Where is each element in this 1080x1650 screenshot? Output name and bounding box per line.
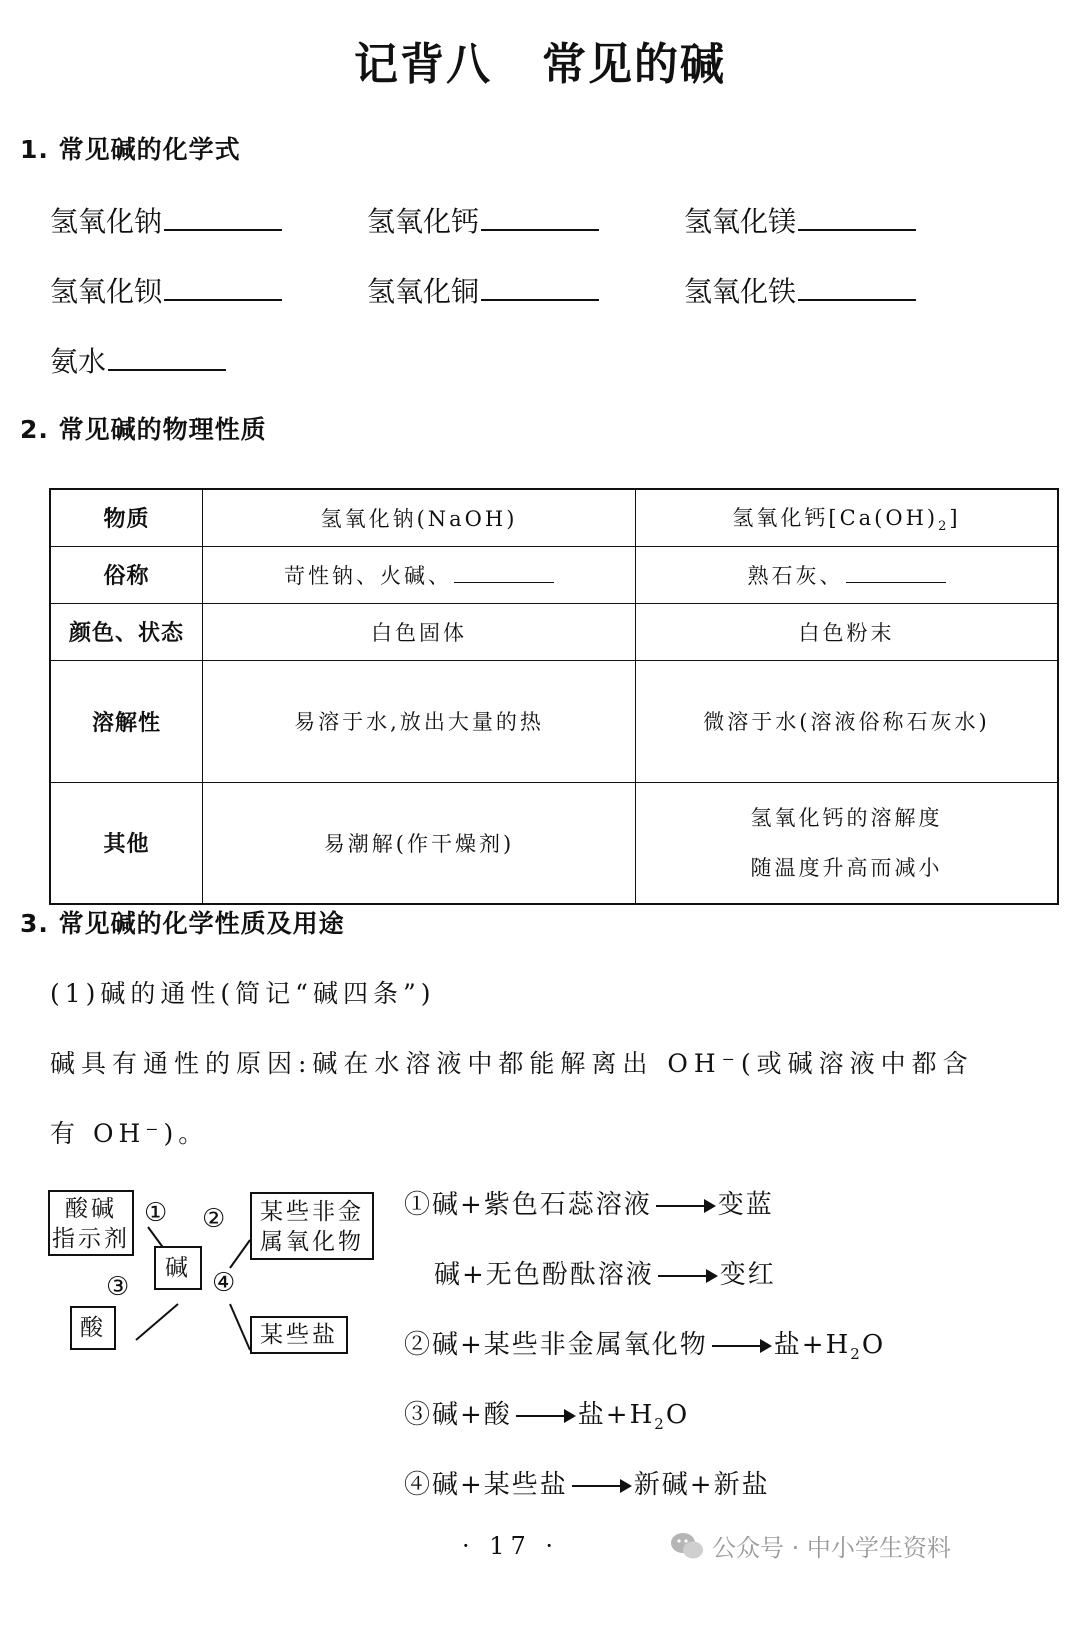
table-cell: 其他 (50, 782, 203, 904)
equation-left: ②碱+某些非金属氧化物 (404, 1330, 708, 1360)
formula-label: 氢氧化钠 (50, 205, 163, 238)
equation-right: 盐+H (773, 1330, 851, 1360)
salt-box: 某些盐 (250, 1316, 348, 1354)
marker-3: ③ (106, 1272, 130, 1302)
section1-heading: 1. 常见碱的化学式 (20, 135, 241, 164)
nonmetal-oxide-box (250, 1192, 374, 1260)
table-cell (636, 546, 1059, 603)
equation-line (404, 1464, 770, 1501)
table-cell: 俗称 (50, 546, 203, 603)
equation-right: 新碱+新盐 (633, 1470, 770, 1500)
table-row (50, 546, 1058, 603)
equation-left: ③碱+酸 (404, 1400, 512, 1430)
reason-text: 碱具有通性的原因:碱在水溶液中都能解离出 OH⁻(或碱溶液中都含 (50, 1049, 974, 1078)
marker-4: ④ (212, 1268, 236, 1298)
formula-item (50, 340, 226, 380)
section2-heading: 2. 常见碱的物理性质 (20, 415, 267, 444)
subscript: 2 (850, 1345, 862, 1364)
formula-label: 氢氧化钡 (50, 275, 163, 308)
arrow-icon (572, 1485, 630, 1487)
table-row (50, 782, 1058, 904)
table-row (50, 660, 1058, 782)
table-cell: 白色粉末 (636, 603, 1059, 660)
table-cell (636, 489, 1059, 546)
table-cell: 易溶于水,放出大量的热 (203, 660, 636, 782)
watermark-text: 公众号 · 中小学生资料 (712, 1534, 951, 1562)
answer-blank[interactable] (798, 273, 916, 301)
answer-blank[interactable] (164, 273, 282, 301)
equation-right: 变蓝 (717, 1190, 774, 1220)
title-part1: 记背八 (354, 39, 492, 90)
table-cell: 溶解性 (50, 660, 203, 782)
table-cell: 氢氧化钠(NaOH) (203, 489, 636, 546)
formula-label: 氢氧化镁 (684, 205, 797, 238)
answer-blank[interactable] (846, 562, 946, 583)
cell-text: 氢氧化钙[Ca(OH) (732, 505, 939, 530)
cell-text: 随温度升高而减小 (750, 855, 943, 880)
equation-left: ④碱+某些盐 (404, 1470, 568, 1500)
subscript: 2 (654, 1415, 666, 1434)
formula-item (684, 200, 916, 240)
cell-text: 苛性钠、火碱、 (284, 563, 452, 588)
base-center-box: 碱 (154, 1246, 202, 1290)
connector-line (230, 1240, 250, 1268)
equation-line (404, 1324, 885, 1363)
box-label: 指示剂 (52, 1226, 130, 1252)
acid-box: 酸 (70, 1306, 116, 1350)
formula-label: 氢氧化铁 (684, 275, 797, 308)
marker-2: ② (202, 1204, 226, 1234)
table-cell: 颜色、状态 (50, 603, 203, 660)
cell-text: 熟石灰、 (747, 563, 844, 588)
cell-text: ] (949, 505, 961, 530)
equation-right: O (665, 1400, 690, 1430)
box-label: 某些非金 (260, 1199, 364, 1225)
box-label: 酸碱 (65, 1196, 117, 1222)
formula-label: 氢氧化钙 (367, 205, 480, 238)
page-number: · 17 · (462, 1532, 560, 1560)
table-row (50, 489, 1058, 546)
formula-item (50, 270, 282, 310)
equation-right: O (861, 1330, 886, 1360)
formula-item (50, 200, 282, 240)
equation-right: 盐+H (577, 1400, 655, 1430)
formula-label: 氨水 (50, 345, 107, 378)
connector-line (136, 1304, 178, 1340)
table-cell (203, 546, 636, 603)
equation-line (404, 1184, 774, 1221)
table-cell: 白色固体 (203, 603, 636, 660)
table-cell: 微溶于水(溶液俗称石灰水) (636, 660, 1059, 782)
formula-label: 氢氧化铜 (367, 275, 480, 308)
cell-text: 氢氧化钙的溶解度 (750, 805, 943, 830)
table-row (50, 603, 1058, 660)
table-cell (636, 782, 1059, 904)
equation-left: 碱+无色酚酞溶液 (434, 1260, 654, 1290)
answer-blank[interactable] (481, 203, 599, 231)
arrow-icon (712, 1345, 770, 1347)
box-label: 属氧化物 (260, 1229, 364, 1255)
marker-1: ① (144, 1198, 168, 1228)
title-part2: 常见的碱 (542, 39, 726, 90)
subscript: 2 (938, 518, 950, 534)
table-cell: 物质 (50, 489, 203, 546)
equation-right: 变红 (719, 1260, 776, 1290)
equation-line (434, 1254, 776, 1291)
formula-item (367, 270, 599, 310)
arrow-icon (516, 1415, 574, 1417)
indicator-box (48, 1190, 134, 1256)
answer-blank[interactable] (454, 562, 554, 583)
arrow-icon (658, 1275, 716, 1277)
wechat-icon (670, 1532, 704, 1560)
answer-blank[interactable] (164, 203, 282, 231)
formula-item (367, 200, 599, 240)
subsection-heading: (1)碱的通性(简记“碱四条”) (50, 979, 436, 1008)
table-cell: 易潮解(作干燥剂) (203, 782, 636, 904)
connector-line (230, 1304, 250, 1350)
page-title (0, 28, 1080, 92)
physical-properties-table (49, 488, 1059, 905)
equation-line (404, 1394, 689, 1433)
answer-blank[interactable] (481, 273, 599, 301)
section3-heading: 3. 常见碱的化学性质及用途 (20, 909, 345, 938)
arrow-icon (656, 1205, 714, 1207)
equation-left: ①碱+紫色石蕊溶液 (404, 1190, 652, 1220)
answer-blank[interactable] (798, 203, 916, 231)
reason-text: 有 OH⁻)。 (50, 1119, 209, 1148)
answer-blank[interactable] (108, 343, 226, 371)
formula-item (684, 270, 916, 310)
watermark (670, 1528, 951, 1563)
